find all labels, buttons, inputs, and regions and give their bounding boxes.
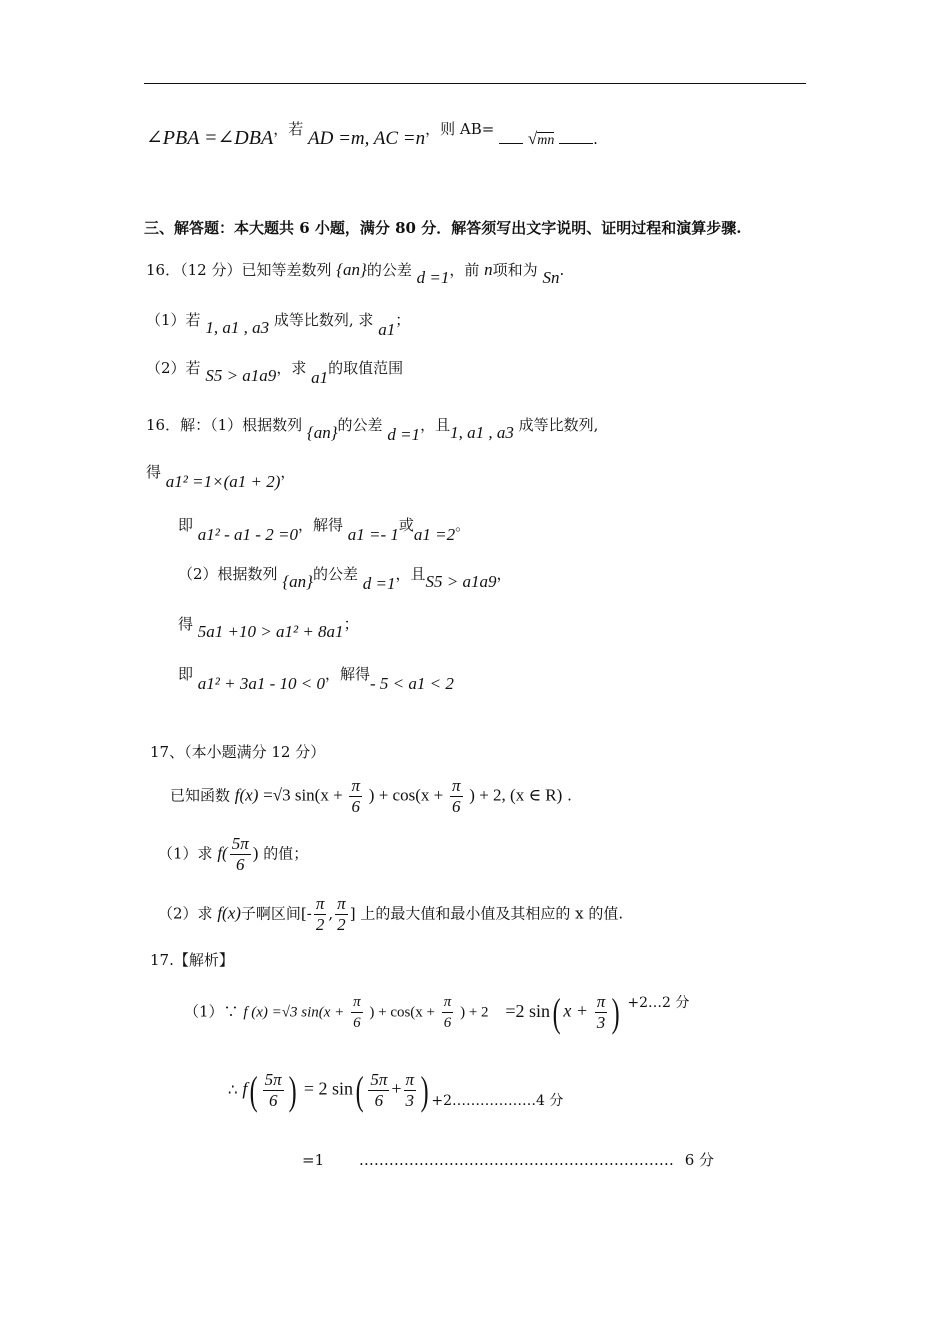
sol16-p2-head: （2）根据数列 — [178, 565, 278, 583]
sol17-s2-plus: + — [391, 1078, 402, 1099]
sol16-of-diff: 的公差 — [337, 416, 383, 434]
sol16-p2-eq-end: ； — [343, 615, 359, 633]
sol17-s3-eq: =1 — [302, 1151, 325, 1169]
sol16-p2-solve: ，解得 — [325, 665, 371, 683]
sol16-p2-and: ，且 — [395, 565, 426, 583]
sol16-line2 — [146, 462, 296, 491]
q17-fx: f(x) — [234, 785, 259, 805]
right-paren: ) — [288, 1067, 297, 1113]
sol17-s2-f: f — [242, 1078, 248, 1099]
q16-d: d =1 — [416, 268, 450, 287]
sol17-pi6-a — [351, 992, 363, 1033]
sol16-solve: ，解得 — [297, 516, 343, 534]
fraction-num: 5π — [231, 834, 249, 853]
fraction-den: 6 — [268, 1091, 278, 1110]
sol16-line5 — [178, 614, 359, 641]
fraction-den: 6 — [353, 1015, 361, 1031]
comma: ， — [273, 120, 289, 138]
q17-p2-end: 上的最大值和最小值及其相应的 x 的值. — [360, 904, 624, 923]
sol17-line2 — [228, 1067, 564, 1113]
fraction-num: π — [315, 894, 325, 913]
five-pi-over-six-fraction — [230, 834, 251, 875]
q16-seq: {an} — [336, 260, 367, 279]
q16-of-diff: 的公差 — [366, 261, 412, 279]
q17-p2-label: （2）求 — [158, 904, 213, 923]
sol16-p2-seq: {an} — [282, 572, 313, 591]
sol16-line1 — [146, 415, 599, 444]
sol17-line3 — [302, 1150, 714, 1170]
fraction-den: 6 — [235, 855, 245, 874]
q16-sum-is: 项和为 — [492, 261, 538, 279]
sol17-s1-rhs: ) + 2 — [460, 1004, 489, 1021]
q16-p2-expr: S5 > a1a9 — [205, 366, 277, 385]
sol16-ie: 即 — [178, 516, 194, 534]
fraction-den: 2 — [337, 915, 346, 934]
q17-p2-comma: , — [328, 904, 334, 923]
q16-p2-a1: a1 — [311, 368, 329, 387]
fraction-den: 3 — [596, 1013, 606, 1032]
sol16-p2-eq: 5a1 +10 > a1² + 8a1 — [197, 622, 344, 641]
sol16-p2-of-diff: 的公差 — [312, 565, 358, 583]
fraction-num: π — [405, 1070, 415, 1089]
sol17-s1-eq: =2 sin — [505, 1000, 551, 1021]
angle-equation: ∠PBA =∠DBA — [146, 127, 274, 149]
q17-part1 — [158, 834, 308, 875]
q17-p2-f: f(x) — [217, 903, 241, 923]
sol16-d: d =1 — [387, 425, 421, 444]
sol16-geo-end: 成等比数列, — [518, 416, 599, 434]
q16-p1-expr: 1, a1 , a3 — [205, 318, 270, 337]
sol16-eq1-end: ， — [280, 463, 296, 481]
sol16-seq: {an} — [306, 423, 338, 442]
q16-p2-label: （2）若 — [146, 359, 201, 377]
given-expression: AD =m, AC =n — [308, 128, 426, 149]
q17-def-c: ) + 2, (x ∈ R) — [469, 785, 563, 805]
q16-p2-mid: ，求 — [276, 359, 307, 377]
q16-sn: Sn — [542, 268, 560, 287]
q17-def-a: =√3 sin(x + — [263, 785, 343, 805]
sol17-pi3-b — [404, 1070, 417, 1111]
sol16-line6 — [178, 664, 454, 693]
q16-p1-label: （1）若 — [146, 311, 201, 329]
sol16-root1: a1 =- 1 — [347, 525, 399, 544]
q16-p1-a1: a1 — [378, 320, 396, 339]
fraction-den: 6 — [374, 1091, 384, 1110]
q17-p1-label: （1）求 — [158, 844, 213, 863]
q17-p2-mid: 子啊区间[- — [240, 904, 312, 923]
fraction-den: 6 — [452, 797, 461, 816]
sol17-s1-x: x + — [563, 1000, 588, 1021]
fraction-num: π — [351, 776, 360, 795]
sol16-p2-get: 得 — [178, 615, 194, 633]
left-paren-2: ( — [355, 1067, 364, 1113]
sol17-s1-tail: +2…2 分 — [627, 994, 690, 1011]
q17-p1-end: 的值； — [263, 844, 309, 863]
sol16-and: ，且 — [420, 416, 451, 434]
pi-over-two-fraction-2 — [335, 894, 348, 935]
q17-p2-close: ] — [349, 904, 356, 923]
right-paren: ) — [611, 989, 620, 1035]
q16-statement — [146, 260, 565, 287]
q17-def-b: ) + cos(x + — [368, 785, 444, 805]
q17-p1-f: f( — [217, 843, 228, 863]
left-paren: ( — [250, 1067, 259, 1113]
fraction-den: 6 — [351, 797, 360, 816]
fraction-den: 2 — [315, 915, 325, 934]
q16-part2 — [146, 358, 404, 387]
sol17-s2-eq: = 2 sin — [303, 1078, 353, 1099]
if-word: 若 — [288, 120, 304, 138]
sol17-pi3 — [595, 992, 608, 1033]
sol16-root2: a1 =2 — [413, 525, 456, 544]
sol17-s3-score: 6 分 — [684, 1151, 714, 1169]
answer-value: mn — [537, 133, 555, 148]
q16-p1-mid: 成等比数列, 求 — [273, 311, 374, 329]
sol17-5pi6-b — [368, 1070, 389, 1111]
fraction-num: π — [337, 894, 346, 913]
fraction-num: π — [351, 992, 363, 1013]
sol16-p2-cond-end: ， — [496, 565, 512, 583]
sol16-p2-ineq: a1² + 3a1 - 10 < 0 — [197, 674, 325, 693]
sol17-5pi6-a — [263, 1070, 284, 1111]
fraction-num: π — [596, 992, 606, 1011]
sol17-s1-mid: ) + cos(x + — [369, 1004, 436, 1021]
q16-first-n: ，前 — [449, 261, 480, 279]
sol17-s1-label: （1）∵ — [184, 1002, 239, 1021]
sol16-line4 — [178, 564, 512, 593]
fraction-num: π — [451, 776, 461, 795]
fraction-num: 5π — [264, 1070, 282, 1089]
period: . — [593, 130, 598, 148]
pi-over-six-fraction-2 — [450, 776, 463, 817]
q17-known: 已知函数 — [170, 786, 231, 805]
fraction-den: 3 — [405, 1091, 415, 1110]
sol17-s1-lhs: f (x) =√3 sin(x + — [243, 1004, 345, 1021]
then-word: ，则 AB= — [425, 120, 495, 138]
right-paren-2: ) — [420, 1067, 429, 1113]
q17-def — [170, 776, 572, 824]
sol17-line1 — [184, 989, 690, 1035]
sol16-get: 得 — [146, 463, 162, 481]
fraction-num: π — [442, 992, 454, 1013]
fraction-den: 6 — [443, 1015, 452, 1031]
q16-part1 — [146, 310, 411, 339]
q17-def-end: . — [567, 786, 572, 805]
q16-dot: . — [559, 261, 565, 279]
sol17-pi6-b — [442, 992, 454, 1033]
q16-n: n — [484, 260, 493, 279]
left-paren: ( — [552, 989, 561, 1035]
sol16-or: 或 — [398, 516, 414, 534]
sol16-line3 — [178, 515, 471, 544]
sol17-s3-dots: ……………………………………………………… — [358, 1151, 674, 1169]
sol17-head: 17.【解析】 — [150, 951, 234, 969]
sol16-p2-d: d =1 — [362, 574, 396, 593]
q17-p1-close: ) — [252, 843, 259, 863]
answer-blank — [499, 143, 523, 144]
sol16-head: 16．解：（1）根据数列 — [146, 416, 303, 434]
sol16-p2-cond: S5 > a1a9 — [425, 572, 497, 591]
sol17-therefore: ∴ — [228, 1080, 238, 1099]
q17-part2 — [158, 894, 623, 935]
fraction-num: 5π — [370, 1070, 388, 1089]
header-rule — [144, 83, 806, 84]
q16-p1-end: ； — [395, 311, 411, 329]
q16-intro: 16．（12 分）已知等差数列 — [146, 261, 332, 279]
sol16-root-end: 。 — [455, 516, 471, 534]
top-problem-line — [146, 120, 598, 151]
sol16-p2-ie: 即 — [178, 665, 194, 683]
sol16-geo: 1, a1 , a3 — [450, 423, 514, 442]
pi-over-six-fraction — [349, 776, 362, 817]
sol16-eq1: a1² =1×(a1 + 2) — [165, 472, 281, 491]
pi-over-two-fraction — [314, 894, 327, 935]
sol16-eq2: a1² - a1 - 2 =0 — [197, 525, 298, 544]
q16-p2-end: 的取值范围 — [328, 359, 404, 377]
sol16-p2-result: - 5 < a1 < 2 — [370, 674, 454, 693]
sol17-s2-tail: +2………………4 分 — [431, 1092, 564, 1109]
section-heading: 三、解答题：本大题共 6 小题，满分 80 分．解答须写出文字说明、证明过程和演算步骤. — [144, 219, 742, 237]
q17-head: 17、（本小题满分 12 分） — [150, 743, 326, 761]
sqrt-sign: √ — [527, 129, 538, 148]
answer-blank-right — [559, 143, 593, 144]
